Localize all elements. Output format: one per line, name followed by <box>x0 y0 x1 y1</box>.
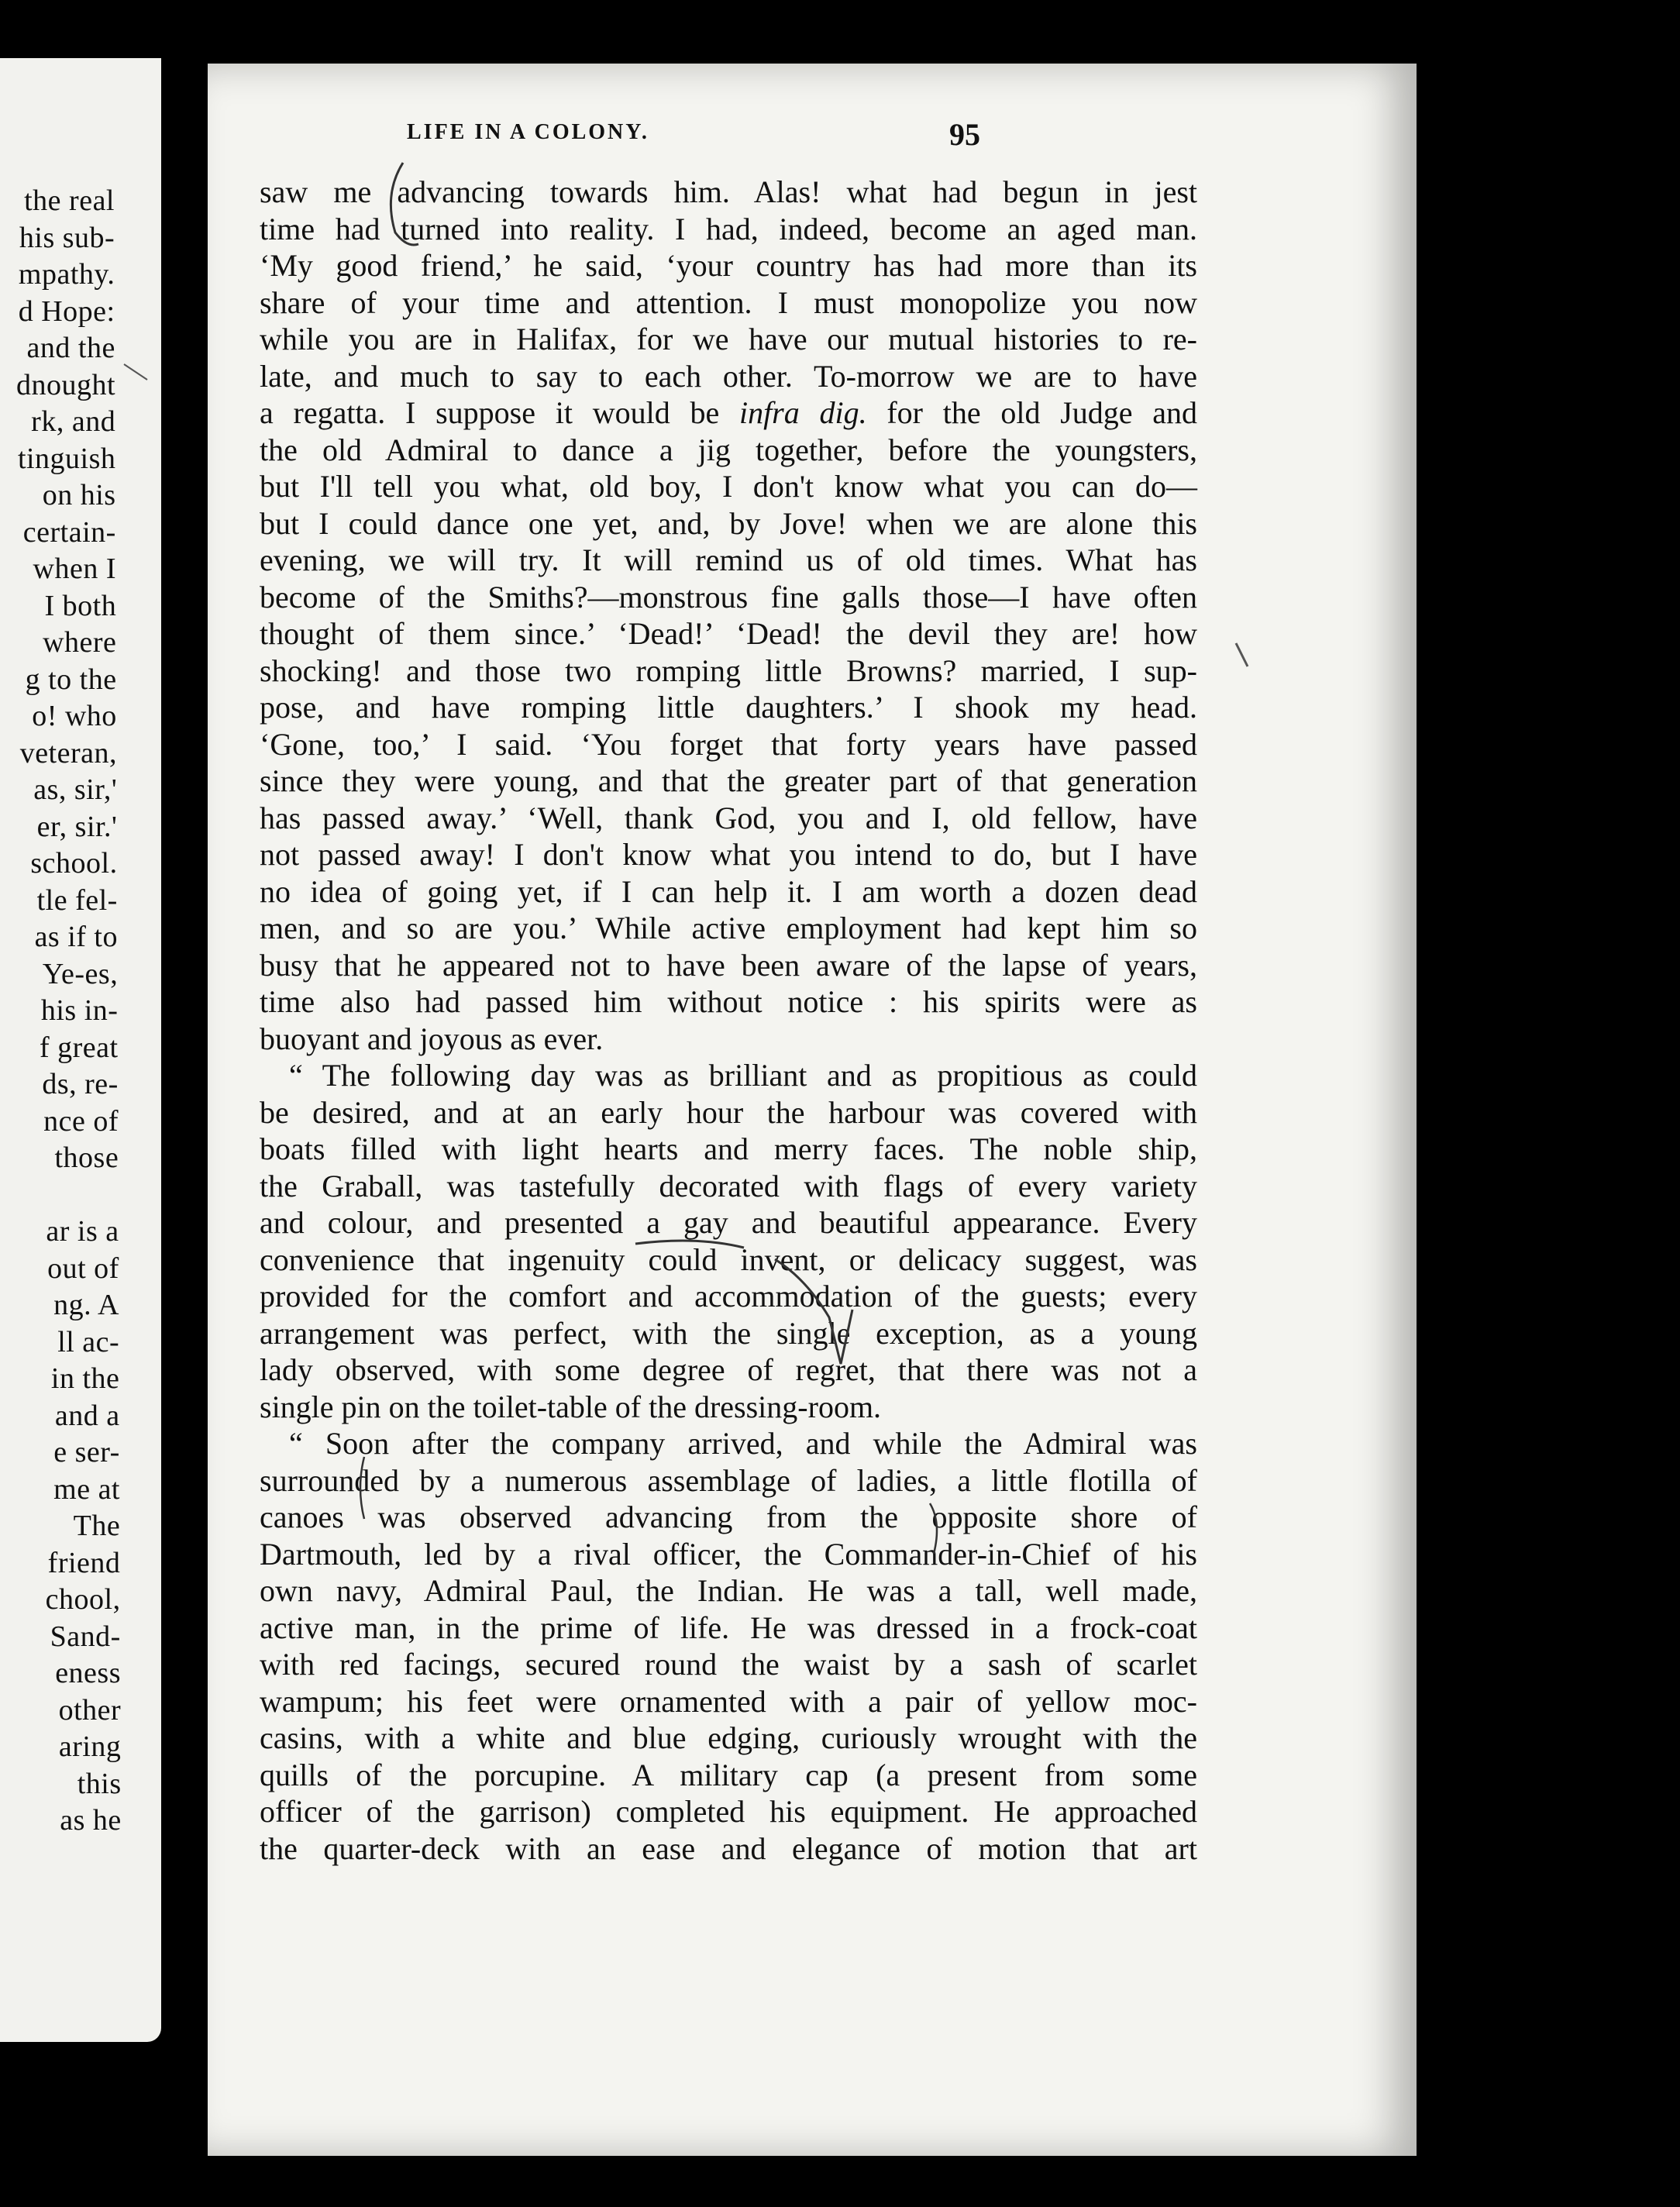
text-line: buoyant and joyous as ever. <box>260 1021 604 1056</box>
book-gutter <box>161 0 208 2207</box>
text-line: shocking! and those two romping little Browns? married, I sup- <box>260 652 1197 688</box>
verso-text-fragment: his sub- <box>19 221 115 254</box>
text-line: ‘Gone, too,’ I said. ‘You forget that forty years have passed <box>260 726 1197 762</box>
verso-text-fragment: Ye-es, <box>42 957 119 990</box>
text-line: pose, and have romping little daughters.’ I shook my head. <box>260 690 1197 725</box>
verso-text-fragment: and the <box>26 332 115 364</box>
verso-text-fragment: certain- <box>22 515 116 549</box>
verso-text-fragment: d Hope: <box>18 294 115 328</box>
text-line: boats filled with light hearts and merry faces. The noble ship, <box>260 1131 1197 1166</box>
verso-text-fragment: on his <box>42 479 116 511</box>
text-line: while you are in Halifax, for we have our mutual histories to re- <box>260 322 1197 356</box>
verso-text-fragment: dnought <box>15 368 115 401</box>
text-line: the Graball, was tastefully decorated with flags of every variety <box>260 1168 1197 1203</box>
text-line: with red facings, secured round the waist by a sash of scarlet <box>260 1647 1197 1682</box>
text-line: be desired, and at an early hour the harbour was covered with <box>260 1094 1197 1130</box>
verso-text-fragment: friend <box>47 1546 121 1579</box>
verso-text-fragment: f great <box>40 1031 119 1064</box>
verso-text-fragment: I both <box>44 589 117 622</box>
verso-text-fragment: tle fel- <box>36 883 118 917</box>
text-line: busy that he appeared not to have been aware of the lapse of years, <box>260 947 1197 983</box>
text-line: quills of the porcupine. A military cap (a present from some <box>260 1757 1197 1792</box>
italic-phrase: infra dig. <box>738 395 867 430</box>
verso-text-fragment: as if to <box>34 921 118 953</box>
page-number: 95 <box>949 117 980 152</box>
verso-text-fragment: ll ac- <box>57 1325 120 1358</box>
verso-text-fragment: g to the <box>25 663 117 696</box>
left-page-fragment <box>0 58 161 2042</box>
verso-text-fragment: those <box>54 1141 119 1174</box>
verso-text-fragment: as, sir,' <box>33 773 118 806</box>
verso-text-fragment: ds, re- <box>42 1068 119 1100</box>
verso-text-fragment: rk, and <box>31 405 116 438</box>
text-line: arrangement was perfect, with the single exception, as a young <box>260 1315 1197 1351</box>
verso-text-fragment: where <box>43 626 117 659</box>
text-line: ‘My good friend,’ he said, ‘your country has had more than its <box>260 248 1197 283</box>
verso-text-fragment: me at <box>53 1472 120 1506</box>
text-line: but I could dance one yet, and, by Jove! when we are alone this <box>260 505 1197 541</box>
text-line: no idea of going yet, if I can help it. I am worth a dozen dead <box>260 873 1197 909</box>
text-line: lady observed, with some degree of regret, that there was not a <box>260 1352 1197 1387</box>
text-line: the quarter-deck with an ease and elegance of motion that art <box>260 1830 1197 1866</box>
verso-text-fragment: as he <box>60 1804 122 1837</box>
verso-text-fragment: in the <box>50 1362 120 1395</box>
verso-text-fragment: ng. A <box>53 1289 119 1321</box>
text-line: canoes was observed advancing from the opposite shore of <box>260 1499 1197 1534</box>
text-line: but I'll tell you what, old boy, I don't know what you can do— <box>260 469 1197 504</box>
page-body-text <box>260 174 1197 1867</box>
text-line: a regatta. I suppose it would be infra dig. for the old Judge and <box>260 395 1198 430</box>
verso-text-fragment: chool, <box>45 1583 121 1616</box>
text-line: time had turned into reality. I had, indeed, become an aged man. <box>260 211 1197 246</box>
verso-text-fragment: the real <box>24 184 115 217</box>
verso-text-fragment: o! who <box>32 700 117 732</box>
verso-text-fragment: The <box>73 1510 121 1542</box>
text-line: the old Admiral to dance a jig together, before the youngsters, <box>260 432 1197 467</box>
text-line: casins, with a white and blue edging, curiously wrought with the <box>260 1720 1197 1755</box>
text-line: and colour, and presented a gay and beautiful appearance. Every <box>260 1205 1197 1240</box>
text-line: provided for the comfort and accommodation of the guests; every <box>260 1279 1197 1314</box>
text-line: saw me advancing towards him. Alas! what had begun in jest <box>260 174 1197 209</box>
text-line: thought of them since.’ ‘Dead!’ ‘Dead! the devil they are! how <box>260 616 1197 651</box>
text-line: evening, we will try. It will remind us of old times. What has <box>260 542 1197 577</box>
text-line: surrounded by a numerous assemblage of ladies, a little flotilla of <box>260 1462 1197 1498</box>
text-line: active man, in the prime of life. He was dressed in a frock-coat <box>260 1610 1197 1645</box>
text-line: share of your time and attention. I must monopolize you now <box>260 284 1197 320</box>
verso-text-fragment: other <box>58 1693 122 1727</box>
text-line: since they were young, and that the greater part of that generation <box>260 763 1197 798</box>
verso-text-fragment: out of <box>47 1252 119 1285</box>
verso-text-fragment: veteran, <box>19 736 117 770</box>
verso-text-fragment: eness <box>55 1657 121 1689</box>
verso-text-fragment: school. <box>30 847 118 880</box>
text-line: “ The following day was as brilliant and as propitious as could <box>289 1058 1197 1093</box>
text-line: single pin on the toilet-table of the dressing-room. <box>260 1389 882 1424</box>
text-line: not passed away! I don't know what you intend to do, but I have <box>260 837 1197 872</box>
text-line: Dartmouth, led by a rival officer, the Commander-in-Chief of his <box>260 1536 1197 1572</box>
text-line: late, and much to say to each other. To-morrow we are to have <box>260 358 1197 394</box>
verso-text-fragment: er, sir.' <box>36 810 118 843</box>
text-line: own navy, Admiral Paul, the Indian. He was a tall, well made, <box>260 1573 1197 1608</box>
text-line: men, and so are you.’ While active employment had kept him so <box>260 911 1197 945</box>
verso-text-fragment: mpathy. <box>18 258 115 291</box>
text-line: become of the Smiths?—monstrous fine galls those—I have often <box>260 579 1197 615</box>
text-line: officer of the garrison) completed his equipment. He approached <box>260 1794 1197 1829</box>
text-line: has passed away.’ ‘Well, thank God, you and I, old fellow, have <box>260 800 1197 835</box>
text-line: “ Soon after the company arrived, and while the Admiral was <box>289 1426 1197 1461</box>
verso-text-fragment: this <box>77 1767 122 1800</box>
verso-text-fragment: e ser- <box>53 1436 120 1468</box>
verso-text-fragment: aring <box>58 1730 122 1763</box>
running-head: LIFE IN A COLONY. <box>407 120 649 144</box>
verso-text-fragment: and a <box>54 1399 120 1432</box>
verso-text-fragment: Sand- <box>50 1620 121 1653</box>
verso-text-fragment: tinguish <box>17 442 116 475</box>
verso-text-fragment: ar is a <box>46 1215 119 1248</box>
text-line: convenience that ingenuity could invent, or delicacy suggest, was <box>260 1241 1197 1277</box>
text-line: wampum; his feet were ornamented with a pair of yellow moc- <box>260 1683 1197 1719</box>
verso-text-fragment: when I <box>33 553 116 585</box>
text-line: time also had passed him without notice : his spirits were as <box>260 984 1197 1019</box>
verso-text-fragment: his in- <box>40 994 119 1027</box>
verso-text-fragment: nce of <box>43 1104 119 1138</box>
